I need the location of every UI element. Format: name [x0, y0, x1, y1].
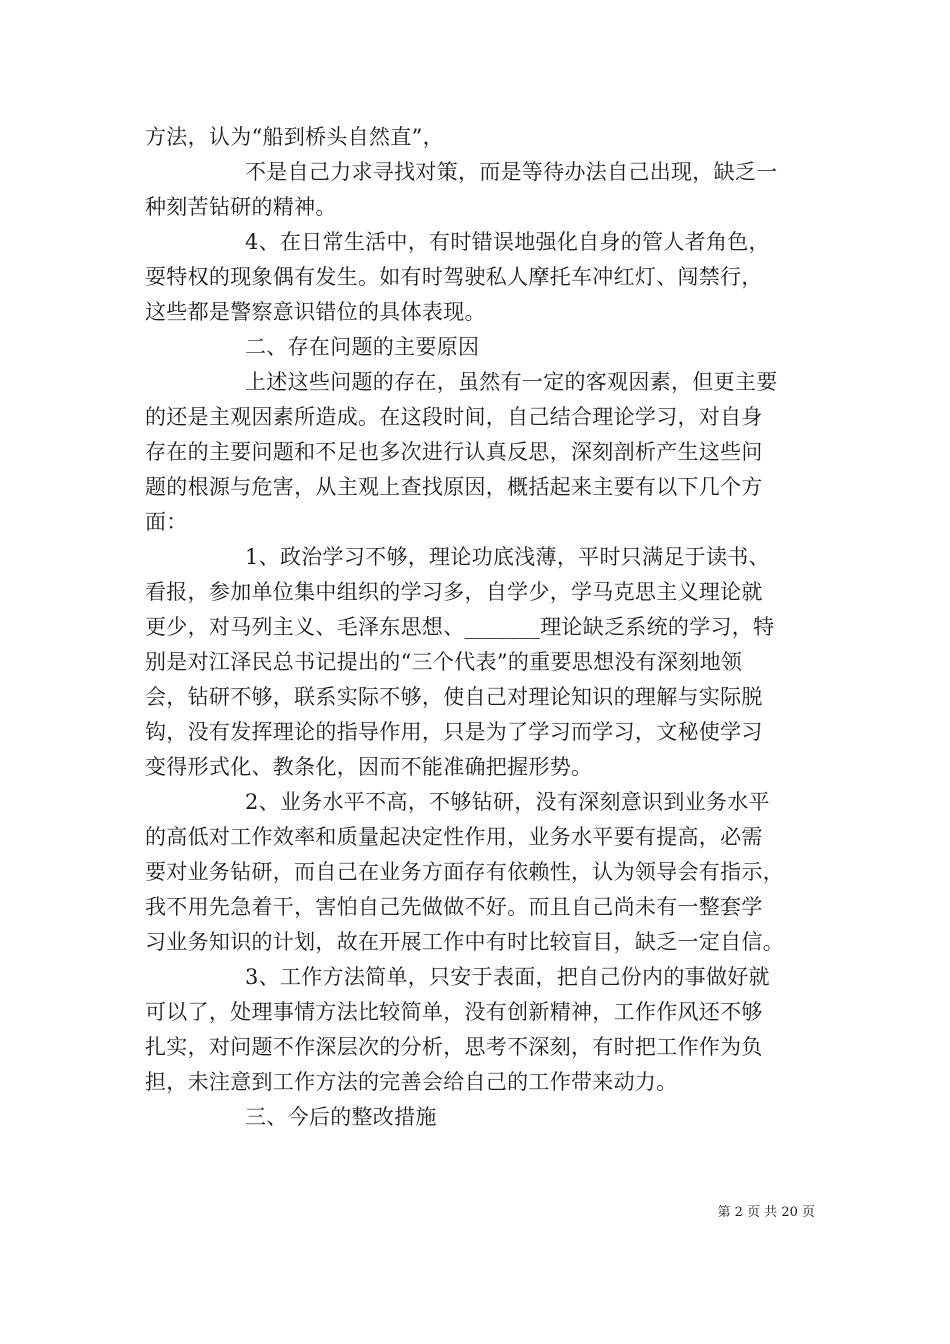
text-line: 面： — [145, 510, 188, 534]
text-line: 耍特权的现象偶有发生。如有时驾驶私人摩托车冲红灯、闯禁行， — [145, 265, 763, 289]
text-line: 更少，对马列主义、毛泽东思想、_______理论缺乏系统的学习，特 — [145, 615, 775, 639]
section-heading: 三、今后的整改措施 — [245, 1105, 437, 1129]
text-line: 别是对江泽民总书记提出的“三个代表”的重要思想没有深刻地领 — [145, 650, 743, 674]
text-line: 方法，认为“船到桥头自然直”， — [145, 125, 444, 149]
paragraph-start-line: 上述这些问题的存在，虽然有一定的客观因素，但更主要 — [245, 370, 778, 394]
text-line: 我不用先急着干，害怕自己先做做不好。而且自己尚未有一整套学 — [145, 895, 763, 919]
text-line: 扎实，对问题不作深层次的分析，思考不深刻，有时把工作作为负 — [145, 1035, 763, 1059]
text-line: 存在的主要问题和不足也多次进行认真反思，深刻剖析产生这些问 — [145, 440, 763, 464]
paragraph-start-line: 4、在日常生活中，有时错误地强化自身的管人者角色， — [245, 230, 770, 254]
page-number-footer: 第 2 页 共 20 页 — [717, 1205, 815, 1220]
text-line: 会，钻研不够，联系实际不够，使自己对理论知识的理解与实际脱 — [145, 685, 763, 709]
text-line: 钩，没有发挥理论的指导作用，只是为了学习而学习，文秘使学习 — [145, 720, 763, 744]
text-line: 变得形式化、教条化，因而不能准确把握形势。 — [145, 755, 593, 779]
text-line: 可以了，处理事情方法比较简单，没有创新精神，工作作风还不够 — [145, 1000, 763, 1024]
paragraph-start-line: 不是自己力求寻找对策，而是等待办法自己出现，缺乏一 — [245, 160, 778, 184]
text-line: 的高低对工作效率和质量起决定性作用，业务水平要有提高，必需 — [145, 825, 763, 849]
text-line: 习业务知识的计划，故在开展工作中有时比较盲目，缺乏一定自信。 — [145, 930, 784, 954]
paragraph-start-line: 2、业务水平不高，不够钻研，没有深刻意识到业务水平 — [245, 790, 770, 814]
text-line: 题的根源与危害，从主观上查找原因，概括起来主要有以下几个方 — [145, 475, 763, 499]
paragraph-start-line: 3、工作方法简单，只安于表面，把自己份内的事做好就 — [245, 965, 770, 989]
text-line: 要对业务钻研，而自己在业务方面存有依赖性，认为领导会有指示， — [145, 860, 784, 884]
section-heading: 二、存在问题的主要原因 — [245, 335, 480, 359]
text-line: 的还是主观因素所造成。在这段时间，自己结合理论学习，对自身 — [145, 405, 763, 429]
text-line: 种刻苦钻研的精神。 — [145, 195, 337, 219]
paragraph-start-line: 1、政治学习不够，理论功底浅薄，平时只满足于读书、 — [245, 545, 770, 569]
text-line: 担，未注意到工作方法的完善会给自己的工作带来动力。 — [145, 1070, 678, 1094]
text-line: 这些都是警察意识错位的具体表现。 — [145, 300, 486, 324]
text-line: 看报，参加单位集中组织的学习多，自学少，学马克思主义理论就 — [145, 580, 763, 604]
